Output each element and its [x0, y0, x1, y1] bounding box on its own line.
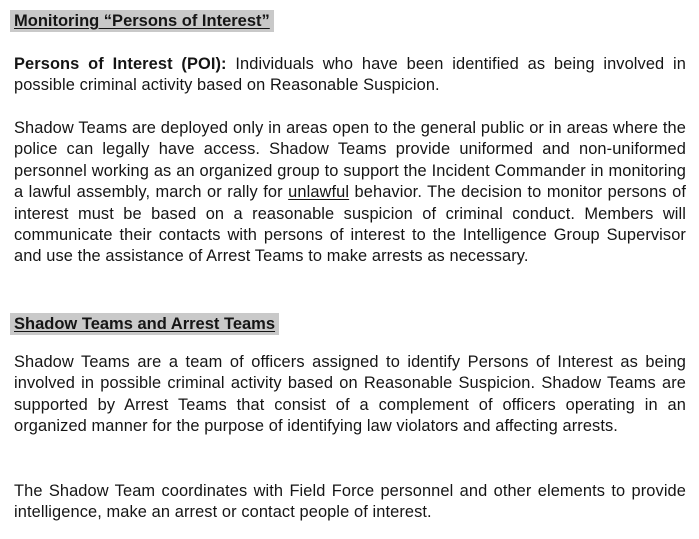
section-heading-shadow-and-arrest-teams: Shadow Teams and Arrest Teams — [10, 313, 279, 335]
deployment-text-after: behavior. The decision to monitor persons of interest must be based on a reasonable suspicion of criminal conduct. Members will communicate their contacts with persons of interest to the Intelligence Group Supervisor and use the assistance of Arrest Teams to make arrests as necessary. — [14, 183, 686, 266]
poi-definition-text: Individuals who have been identified as being involved in possible criminal activity based on Reasonable Suspicion. — [14, 55, 686, 95]
shadow-team-coordination-paragraph: The Shadow Team coordinates with Field Force personnel and other elements to provide intelligence, make an arrest or contact people of interest. — [14, 482, 686, 522]
poi-definition-paragraph — [14, 54, 686, 97]
unlawful-underlined-word: unlawful — [288, 183, 350, 202]
deployment-text-before: Shadow Teams are deployed only in areas open to the general public or in areas where the police can legally have access. Shadow Teams provide uniformed and non-uniformed personnel working as an organized group to support the Incident Commander in monitoring a lawful assembly, march or rally for — [14, 119, 686, 202]
shadow-teams-deployment-paragraph — [14, 118, 686, 268]
section-heading-monitoring-persons-of-interest: Monitoring “Persons of Interest” — [10, 10, 274, 32]
poi-term: Persons of Interest (POI): — [14, 55, 227, 73]
shadow-teams-definition-paragraph: Shadow Teams are a team of officers assigned to identify Persons of Interest as being involved in possible criminal activity based on Reasonable Suspicion. Shadow Teams are supported by Arrest Teams that consist of a complement of officers operating in an organized manner for the purpose of identifying law violators and affecting arrests. — [14, 353, 686, 436]
